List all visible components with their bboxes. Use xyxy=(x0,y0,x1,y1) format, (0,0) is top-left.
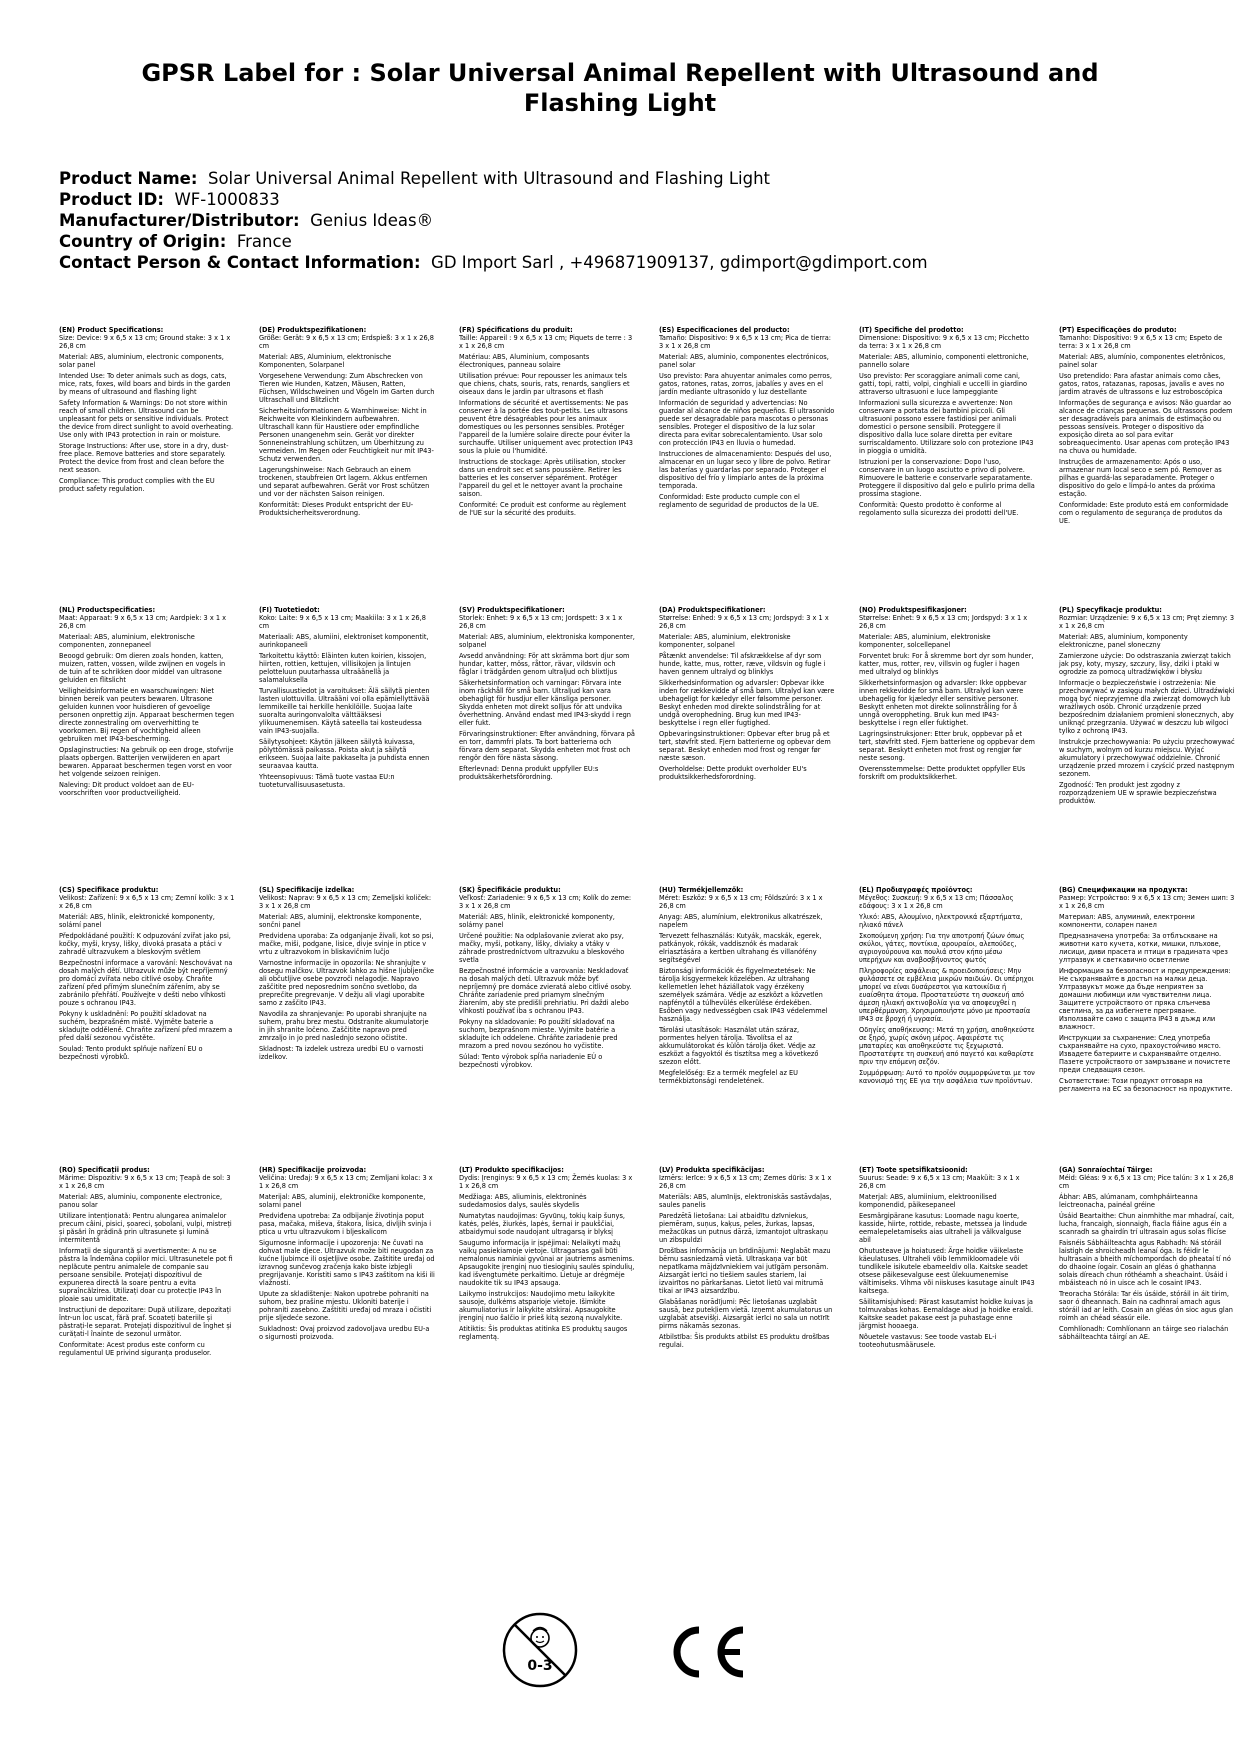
info-label: Manufacturer/Distributor: xyxy=(59,211,300,230)
language-block-paragraph: Beoogd gebruik: Om dieren zoals honden, katten, muizen, ratten, vossen, wilde zwijnen en vogels in de tuin af te schrikken door middel van ultrasone geluiden en flitslicht xyxy=(59,652,226,684)
language-block-header: (PT) Especificações do produto: xyxy=(1059,326,1177,334)
language-block-paragraph: Opslaginstructies: Na gebruik op een droge, stofvrije plaats opbergen. Batterijen verwijderen en apart bewaren. Apparaat beschermen tegen vorst en voor het volgende seizoen reinigen. xyxy=(59,746,234,778)
language-block-paragraph: Materiale: ABS, alluminio, componenti elettroniche, pannello solare xyxy=(859,353,1029,369)
language-block-paragraph: Förvaringsinstruktioner: Efter användning, förvara på en torr, dammfri plats. Ta bort batterierna och förvara dem separat. Skydda enheten mot frost och rengör den före nästa säsong. xyxy=(459,730,635,762)
language-block-paragraph: Informações de segurança e avisos: Não guardar ao alcance de crianças pequenas. Os ultrassons podem ser desagradáveis para animais de estimação ou pessoas sensíveis. Proteger o dispositivo da exposição direta ao sol para evitar sobreaquecimento. Usar apenas com proteção IP43 na chuva ou humidade. xyxy=(1059,399,1233,455)
language-block-paragraph: Drošības informācija un brīdinājumi: Neglabāt mazu bērnu sasniedzamā vietā. Ultraskaņa var būt nepatīkama mājdzīvniekiem vai jutīgām personām. Aizsargāt ierīci no tiešiem saules stariem, lai izvairītos no pārkaršanas. Lietot lietū vai mitrumā tikai ar IP43 aizsardzību. xyxy=(659,1247,831,1295)
language-block-paragraph: Pokyny na skladovanie: Po použití skladovať na suchom, bezprašnom mieste. Vyjmite batérie a skladujte ich oddelene. Chráňte zariadenie pred mrazom a pred novou sezónou ho vyčistite. xyxy=(459,1018,618,1050)
compliance-logos xyxy=(0,1610,1241,1730)
language-block-header: (PL) Specyfikacje produktu: xyxy=(1059,606,1162,614)
language-block-paragraph: Οδηγίες αποθήκευσης: Μετά τη χρήση, αποθηκεύστε σε ξηρό, χωρίς σκόνη μέρος. Αφαιρέστε τις μπαταρίες και αποθηκεύστε τις ξεχωριστά. Προστατέψτε τη συσκευή από παγετό και καθαρίστε πριν την επόμενη σεζόν. xyxy=(859,1026,1035,1066)
language-block-header: (HR) Specifikacije proizvoda: xyxy=(259,1166,367,1174)
language-block xyxy=(1059,606,1235,808)
language-block-paragraph: Predviđena upotreba: Za odbijanje životinja poput pasa, mačaka, miševa, štakora, lisica, divljih svinja i ptica u vrtu ultrazvukom i bljeskalicom xyxy=(259,1212,432,1236)
language-block-paragraph: Sukladnost: Ovaj proizvod zadovoljava uredbu EU-a o sigurnosti proizvoda. xyxy=(259,1325,430,1341)
language-block-header: (BG) Спецификации на продукта: xyxy=(1059,886,1188,894)
info-label: Contact Person & Contact Information: xyxy=(59,253,421,272)
language-block-paragraph: Størrelse: Enhed: 9 x 6,5 x 13 cm; Jordspyd: 3 x 1 x 26,8 cm xyxy=(659,614,829,630)
language-block-paragraph: Varnostne informacije in opozorila: Ne shranjujte v dosegu malčkov. Ultrazvok lahko za hišne ljubljenčke ali občutljive osebe povzroči nelagodje. Napravo zaščitite pred neposrednim sončno svetlobo, da preprečite pregrevanje. V dežju ali vlagi uporabite samo z zaščito IP43. xyxy=(259,959,434,1007)
language-block-paragraph: Medžiaga: ABS, aliuminis, elektroninės sudedamosios dalys, saulės skydelis xyxy=(459,1193,587,1209)
language-block-paragraph: Overholdelse: Dette produkt overholder EU's produktsikkerhedsforordning. xyxy=(659,765,807,781)
language-block-paragraph: Efterlevnad: Denna produkt uppfyller EU:s produktsäkerhetsförordning. xyxy=(459,765,599,781)
language-block-paragraph: Avsedd användning: För att skrämma bort djur som hundar, katter, möss, råttor, rävar, vildsvin och fåglar i trädgården genom ultraljud och blixtljus xyxy=(459,652,630,676)
language-block-paragraph: Sikkerhetsinformasjon og advarsler: Ikke oppbevar innen rekkevidde for små barn. Ultralyd kan være ubehagelig for kjæledyr eller sensitive personer. Beskytt enheten mot direkte solinnstråling for å unngå overoppheting. Bruk kun med IP43-beskyttelse i regn eller fuktighet. xyxy=(859,679,1027,727)
language-block-paragraph: Forventet bruk: For å skremme bort dyr som hunder, katter, mus, rotter, rev, villsvin og fugler i hagen med ultralyd og blinklys xyxy=(859,652,1034,676)
language-block-paragraph: Upute za skladištenje: Nakon upotrebe pohraniti na suhom, bez prašine mjestu. Ukloniti baterije i pohraniti zasebno. Zaštititi uređaj od mraza i očistiti prije sljedeće sezone. xyxy=(259,1290,432,1322)
language-block-header: (SK) Špecifikácie produktu: xyxy=(459,886,561,894)
language-block-paragraph: Určené použitie: Na odplašovanie zvierat ako psy, mačky, myši, potkany, líšky, diviaky a vtáky v záhrade prostredníctvom ultrazvuku a bleskového svetla xyxy=(459,932,625,964)
language-block-paragraph: Lagringsinstruksjoner: Etter bruk, oppbevar på et tørt, støvfritt sted. Fjern batteriene og oppbevar dem separat. Beskytt enheten mot frost og rengjør før neste sesong. xyxy=(859,730,1035,762)
language-block xyxy=(659,1166,835,1352)
language-block-paragraph: Πληροφορίες ασφάλειας & προειδοποιήσεις: Μην φυλάσσετε σε εμβέλεια μικρών παιδιών. Οι υπέρηχοι μπορεί να είναι δυσάρεστοι για κατοικίδια ή ευαίσθητα άτομα. Προστατεύστε τη συσκευή από άμεση ηλιακή ακτινοβολία για να αποφευχθεί η υπερθέρμανση. Χρησιμοποιήστε μόνο με προστασία IP43 σε βροχή ή υγρασία. xyxy=(859,967,1034,1023)
language-block xyxy=(59,1166,235,1360)
language-block xyxy=(859,606,1035,784)
language-block-paragraph: Säilytysohjeet: Käytön jälkeen säilytä kuivassa, pölyttömässä paikassa. Poista akut ja säilytä erikseen. Suojaa laite pakkaselta ja puhdista ennen seuraavaa kautta. xyxy=(259,738,430,770)
language-block-paragraph: Soulad: Tento produkt splňuje nařízení EU o bezpečnosti výrobků. xyxy=(59,1045,203,1061)
language-block-header: (CS) Specifikace produktu: xyxy=(59,886,159,894)
language-block-paragraph: Sikkerhedsinformation og advarsler: Opbevar ikke inden for rækkevidde af små børn. Ultralyd kan være ubehageligt for kæledyr eller følsomme personer. Beskyt enheden mod direkte solindstråling for at undgå overophedning. Brug kun med IP43-beskyttelse i regn eller fugtighed. xyxy=(659,679,835,727)
language-block xyxy=(859,1166,1035,1352)
language-block-paragraph: Информация за безопасност и предупреждения: Не съхранявайте в достъп на малки деца. Ултразвукът може да бъде неприятен за домашни любимци или чувствителни лица. Защитете устройството от пряка слънчева светлина, за да избегнете прегряване. Използвайте само с защита IP43 в дъжд или влажност. xyxy=(1059,967,1231,1031)
language-block-paragraph: Faisnéis Sábháilteachta agus Rabhadh: Ná stóráil laistigh de shroicheadh leanaí óga. Is féidir le hultrasain a bheith míchompordach do pheataí tí nó do dhaoine íogair. Cosain an gléas ó ghathanna solais díreach chun róthéamh a sheachaint. Úsáid i mbáisteach nó in uisce ach le cosaint IP43. xyxy=(1059,1239,1231,1287)
language-block xyxy=(659,606,835,784)
language-block-paragraph: Overensstemmelse: Dette produktet oppfyller EUs forskrift om produktsikkerhet. xyxy=(859,765,1026,781)
language-block-paragraph: Uso pretendido: Para afastar animais como cães, gatos, ratos, ratazanas, raposas, javalis e aves no jardim através de ultrassons e luz estroboscópica xyxy=(1059,372,1225,396)
language-block-paragraph: Material: ABS, aluminij, elektronske komponente, sončni panel xyxy=(259,913,422,929)
language-block-paragraph: Säilitamisjuhised: Pärast kasutamist hoidke kuivas ja tolmuvabas kohas. Eemaldage akud ja hoidke eraldi. Kaitske seadet pakase eest ja puhastage enne järgmist hooaega. xyxy=(859,1298,1034,1330)
language-block-paragraph: Instrucțiuni de depozitare: După utilizare, depozitați într-un loc uscat, fără praf. Scoateți bateriile și păstrați-le separat. Protejați dispozitivul de înghet și curățati-l înainte de sezonul următor. xyxy=(59,1306,232,1338)
language-block-paragraph: Laikymo instrukcijos: Naudojimo metu laikykite sausoje, dulkėms atsparioje vietoje. Išimkite akumuliatorius ir laikykite atskirai. Apsaugokite įrenginį nuo šalčio ir prieš kitą sezoną nuvalykite. xyxy=(459,1290,623,1322)
language-block-paragraph: Velikost: Naprav: 9 x 6,5 x 13 cm; Zemeljski količek: 3 x 1 x 26,8 cm xyxy=(259,894,432,910)
language-block-paragraph: Veiligheidsinformatie en waarschuwingen: Niet binnen bereik van peuters bewaren. Ultrasone geluiden kunnen voor huisdieren of gevoelige personen onprettig zijn. Apparaat beschermen tegen directe zonnestraling om oververhitting te voorkomen. Bij regen of vochtigheid alleen gebruiken met IP43-bescherming. xyxy=(59,687,235,743)
language-block-paragraph: Biztonsági információk és figyelmeztetések: Ne tárolja kisgyermekek közelében. Az ultrahang kellemetlen lehet háziállatok vagy érzékeny személyek számára. Védje az eszközt a közvetlen napfénytől a túlhevülés elkerülése érdekében. Esőben vagy nedvességben csak IP43 védelemmel használja. xyxy=(659,967,828,1023)
language-block-header: (EL) Προδιαγραφές προϊόντος: xyxy=(859,886,973,894)
language-block-paragraph: Informazioni sulla sicurezza e avvertenze: Non conservare a portata dei bambini piccoli. Gli ultrasuoni possono essere fastidiosi per animali domestici o persone sensibili. Proteggere il dispositivo dalla luce solare diretta per evitare surriscaldamento. Utilizzare solo con protezione IP43 in pioggia o umidità. xyxy=(859,399,1034,455)
language-block-paragraph: Numatytas naudojimas: Gyvūnų, tokių kaip šunys, katės, pelės, žiurkės, lapės, šernai ir paukščiai, atbaidymui sode naudojant ultragarsą ir blyksį xyxy=(459,1212,625,1236)
language-block-paragraph: Lagerungshinweise: Nach Gebrauch an einem trockenen, staubfreien Ort lagern. Akkus entfernen und separat aufbewahren. Gerät vor Frost schützen und vor der nächsten Saison reinigen. xyxy=(259,466,430,498)
language-block-paragraph: Turvallisuustiedot ja varoitukset: Älä säilytä pienten lasten ulottuvilla. Ultraääni voi olla epämiellyttävää lemmikeille tai herkille henkilöille. Suojaa laite suoralta auringonvalolta välttääksesi ylikuumenemisen. Käytä sateella tai kosteudessa vain IP43-suojalla. xyxy=(259,687,430,735)
language-block-paragraph: Size: Device: 9 x 6,5 x 13 cm; Ground stake: 3 x 1 x 26,8 cm xyxy=(59,334,231,350)
language-block-paragraph: Materiale: ABS, aluminium, elektroniske komponenter, solpanel xyxy=(659,633,791,649)
language-block-paragraph: Megfelelőség: Ez a termék megfelel az EU termékbiztonsági rendeletének. xyxy=(659,1069,798,1085)
language-block-paragraph: Предназначена употреба: За отблъскване на животни като кучета, котки, мишки, плъхове, лисици, диви прасета и птици в градината чрез ултразвук и светкавично осветление xyxy=(1059,932,1228,964)
country-row xyxy=(59,231,1209,252)
language-block-paragraph: Informații de siguranță și avertismente: A nu se păstra la îndemâna copiilor mici. Ultrasunetele pot fi neplăcute pentru animalele de companie sau persoane sensibile. Protejați dispozitivul de expunerea directă la soare pentru a evita supraîncălzirea. Utilizați doar cu protecție IP43 în ploaie sau umiditate. xyxy=(59,1247,233,1303)
language-block-header: (FI) Tuotetiedot: xyxy=(259,606,320,614)
language-block xyxy=(1059,326,1235,528)
language-block-header: (SL) Specifikacije izdelka: xyxy=(259,886,355,894)
language-block-header: (EN) Product Specifications: xyxy=(59,326,164,334)
age-range-text: 0-3 xyxy=(527,1658,553,1674)
language-block-header: (DE) Produktspezifikationen: xyxy=(259,326,367,334)
language-block-paragraph: Materijal: ABS, aluminij, elektroničke komponente, solarni panel xyxy=(259,1193,426,1209)
language-block-paragraph: Méid: Gléas: 9 x 6,5 x 13 cm; Pice talún: 3 x 1 x 26,8 cm xyxy=(1059,1174,1234,1190)
language-block-paragraph: Инструкции за съхранение: След употреба съхранявайте на сухо, прахоустойчиво място. Извадете батериите и съхранявайте отделно. Пазете устройството от замръзване и почистете преди следващия сезон. xyxy=(1059,1034,1231,1074)
language-block-paragraph: Material: ABS, Aluminium, elektronische Komponenten, Solarpanel xyxy=(259,353,392,369)
language-block-header: (NL) Productspecificaties: xyxy=(59,606,156,614)
info-label: Product ID: xyxy=(59,190,164,209)
language-block-paragraph: Material: ABS, aluminium, elektroniska komponenter, solpanel xyxy=(459,633,635,649)
language-block xyxy=(659,326,835,512)
language-block-paragraph: Atbilstība: Šis produkts atbilst ES produktu drošības regulai. xyxy=(659,1333,830,1349)
language-block-paragraph: Méret: Eszköz: 9 x 6,5 x 13 cm; Földszúró: 3 x 1 x 26,8 cm xyxy=(659,894,823,910)
language-block-paragraph: Matériau: ABS, Aluminium, composants électroniques, panneau solaire xyxy=(459,353,590,369)
language-block-header: (LV) Produkta specifikācijas: xyxy=(659,1166,765,1174)
language-block-paragraph: Materiāls: ABS, alumīnijs, elektroniskās sastāvdaļas, saules panelis xyxy=(659,1193,832,1209)
language-block-paragraph: Material: ABS, aluminiu, componente electronice, panou solar xyxy=(59,1193,223,1209)
language-block-paragraph: Материал: ABS, алуминий, електронни компоненти, соларен панел xyxy=(1059,913,1195,929)
language-block-header: (LT) Produkto specifikacijos: xyxy=(459,1166,564,1174)
language-block-paragraph: Intended Use: To deter animals such as dogs, cats, mice, rats, foxes, wild boars and birds in the garden by means of ultrasound and flashing light xyxy=(59,372,231,396)
language-block-paragraph: Tamanho: Dispositivo: 9 x 6,5 x 13 cm; Espeto de terra: 3 x 1 x 26,8 cm xyxy=(1059,334,1223,350)
language-block-paragraph: Tervezett felhasználás: Kutyák, macskák, egerek, patkányok, rókák, vaddisznók és madarak elriasztására a kertben ultrahang és villanófény segítségével xyxy=(659,932,822,964)
language-block-paragraph: Opbevaringsinstruktioner: Opbevar efter brug på et tørt, støvfrit sted. Fjern batterierne og opbevar dem separat. Beskyt enheden mod frost og rengør før næste sæson. xyxy=(659,730,831,762)
language-block-paragraph: Materiál: ABS, hliník, elektronické komponenty, solární panel xyxy=(59,913,215,929)
language-block-paragraph: Atitiktis: Šis produktas atitinka ES produktų saugos reglamentą. xyxy=(459,1325,628,1341)
language-block-paragraph: Paredzētā lietošana: Lai atbaidītu dzīvniekus, piemēram, suņus, kaķus, peles, žurkas, lapsas, mežacūkas un putnus dārzā, izmantojot ultraskaņu un zibspuldzi xyxy=(659,1212,828,1244)
language-block-paragraph: Conformidad: Este producto cumple con el reglamento de seguridad de productos de la UE. xyxy=(659,493,819,509)
language-block xyxy=(859,326,1035,520)
language-block-header: (IT) Specifiche del prodotto: xyxy=(859,326,964,334)
language-block-header: (HU) Termékjellemzők: xyxy=(659,886,744,894)
language-block xyxy=(59,326,235,496)
language-block xyxy=(859,886,1035,1088)
language-block-paragraph: Instruções de armazenamento: Após o uso, armazenar num local seco e sem pó. Remover as pilhas e guardá-las separadamente. Proteger o dispositivo do gelo e limpá-lo antes da próxima estação. xyxy=(1059,458,1222,498)
language-block-paragraph: Naleving: Dit product voldoet aan de EU-voorschriften voor productveiligheid. xyxy=(59,781,195,797)
language-block-paragraph: Bezpečnostné informácie a varovania: Neskladovať na dosah malých detí. Ultrazvuk môže byť nepríjemný pre domáce zvieratá alebo citlivé osoby. Chráňte zariadenie pred priamym slnečným žiarením, aby ste predišli prehriatiu. Pri daždi alebo vlhkosti používať iba s ochranou IP43. xyxy=(459,967,632,1015)
language-block xyxy=(259,886,435,1064)
language-block-paragraph: Materjal: ABS, alumiinium, elektroonilised komponendid, päikesepaneel xyxy=(859,1193,997,1209)
language-block xyxy=(59,886,235,1064)
language-block-paragraph: Utilizare intenționată: Pentru alungarea animalelor precum câini, pisici, șoareci, șobolani, vulpi, mistreți și păsări în grădină prin ultrasunete și lumină intermitentă xyxy=(59,1212,232,1244)
language-block-paragraph: Conformità: Questo prodotto è conforme al regolamento sulla sicurezza dei prodotti dell'UE. xyxy=(859,501,1019,517)
language-block-header: (RO) Specificații produs: xyxy=(59,1166,150,1174)
language-block-paragraph: Navodila za shranjevanje: Po uporabi shranjujte na suhem, prahu brez mestu. Odstranite akumulatorje in jih shranite ločeno. Zaščitite napravo pred zmrzaljo in jo pred naslednjo sezono očistite. xyxy=(259,1010,429,1042)
language-block-paragraph: Nõuetele vastavus: See toode vastab EL-i tooteohutusmäärusele. xyxy=(859,1333,997,1349)
language-block-header: (GA) Sonraíochtaí Táirge: xyxy=(1059,1166,1153,1174)
language-block-paragraph: Sigurnosne informacije i upozorenja: Ne čuvati na dohvat male djece. Ultrazvuk može biti neugodan za kućne ljubimce ili osjetljive osobe. Zaštitite uređaj od izravnog sunčevog zračenja kako biste izbjegli pregrijavanje. Koristiti samo s IP43 zaštitom na kiši ili vlažnosti. xyxy=(259,1239,435,1287)
language-block-paragraph: Veľkosť: Zariadenie: 9 x 6,5 x 13 cm; Kolík do zeme: 3 x 1 x 26,8 cm xyxy=(459,894,632,910)
language-block-paragraph: Rozmiar: Urządzenie: 9 x 6,5 x 13 cm; Pręt ziemny: 3 x 1 x 26,8 cm xyxy=(1059,614,1235,630)
language-block-paragraph: Materiał: ABS, aluminium, komponenty elektroniczne, panel słoneczny xyxy=(1059,633,1188,649)
language-block-paragraph: Velikost: Zařízení: 9 x 6,5 x 13 cm; Zemní kolík: 3 x 1 x 26,8 cm xyxy=(59,894,235,910)
language-block-paragraph: Συμμόρφωση: Αυτό το προϊόν συμμορφώνεται με τον κανονισμό της ΕΕ για την ασφάλεια των προϊόντων. xyxy=(859,1069,1035,1085)
language-block xyxy=(1059,1166,1235,1344)
info-label: Country of Origin: xyxy=(59,232,227,251)
language-block-paragraph: Tárolási utasítások: Használat után száraz, pormentes helyen tárolja. Távolítsa el az akkumulátorokat és külön tárolja őket. Védje az eszközt a fagyoktól és tisztítsa meg a következő szezon előtt. xyxy=(659,1026,819,1066)
info-label: Product Name: xyxy=(59,169,198,188)
page-title: GPSR Label for : Solar Universal Animal Repellent with Ultrasound and Flashing Light xyxy=(141,59,1099,117)
language-block xyxy=(459,1166,635,1344)
language-block-paragraph: Materiale: ABS, aluminium, elektroniske komponenter, solcellepanel xyxy=(859,633,991,649)
language-block-paragraph: Uso previsto: Per scoraggiare animali come cani, gatti, topi, ratti, volpi, cinghiali e uccelli in giardino attraverso ultrasuoni e luce lampeggiante xyxy=(859,372,1028,396)
language-block-paragraph: Safety Information & Warnings: Do not store within reach of small children. Ultrasound can be unpleasant for pets or sensitive individuals. Protect the device from direct sunlight to avoid overheating. Use only with IP43 protection in rain or moisture. xyxy=(59,399,234,439)
language-block-paragraph: Istruzioni per la conservazione: Dopo l'uso, conservare in un luogo asciutto e privo di polvere. Rimuovere le batterie e conservarle separatamente. Proteggere il dispositivo dal gelo e pulirlo prima della prossima stagione. xyxy=(859,458,1035,498)
language-block-paragraph: Skladnost: Ta izdelek ustreza uredbi EU o varnosti izdelkov. xyxy=(259,1045,424,1061)
language-block-paragraph: Utilisation prévue: Pour repousser les animaux tels que chiens, chats, souris, rats, renards, sangliers et oiseaux dans le jardin par ultrasons et flash xyxy=(459,372,630,396)
language-block-paragraph: Suurus: Seade: 9 x 6,5 x 13 cm; Maaküit: 3 x 1 x 26,8 cm xyxy=(859,1174,1020,1190)
language-block-paragraph: Tarkoitettu käyttö: Eläinten kuten koirien, kissojen, hiirten, rottien, kettujen, villisikojen ja lintujen pelotteluun puutarhassa ultraäänellä ja salamaluksella xyxy=(259,652,427,684)
language-block-header: (FR) Spécifications du produit: xyxy=(459,326,573,334)
language-block-paragraph: Material: ABS, aluminio, componentes electrónicos, panel solar xyxy=(659,353,829,369)
language-block-paragraph: Anyag: ABS, alumínium, elektronikus alkatrészek, napelem xyxy=(659,913,823,929)
info-value: France xyxy=(236,232,292,251)
language-block-paragraph: Instrukcje przechowywania: Po użyciu przechowywać w suchym, wolnym od kurzu miejscu. Wyjąć akumulatory i przechowywać oddzielnie. Chronić urządzenie przed mrozem i czyścić przed następnym sezonem. xyxy=(1059,738,1235,778)
language-block-paragraph: Dimensione: Dispositivo: 9 x 6,5 x 13 cm; Picchetto da terra: 3 x 1 x 26,8 cm xyxy=(859,334,1030,350)
language-block-paragraph: Informacje o bezpieczeństwie i ostrzeżenia: Nie przechowywać w zasięgu małych dzieci. Ultradźwięki mogą być nieprzyjemne dla zwierząt domowych lub wrażliwych osób. Chronić urządzenie przed bezpośrednim działaniem promieni słonecznych, aby uniknąć przegrzania. Używać w deszczu lub wilgoci tylko z ochroną IP43. xyxy=(1059,679,1235,735)
language-block-paragraph: Información de seguridad y advertencias: No guardar al alcance de niños pequeños. El ultrasonido puede ser desagradable para mascotas o personas sensibles. Proteger el dispositivo de la luz solar directa para evitar sobrecalentamiento. Usar solo con protección IP43 en lluvia o humedad. xyxy=(659,399,835,447)
language-block-paragraph: Koko: Laite: 9 x 6,5 x 13 cm; Maakiila: 3 x 1 x 26,8 cm xyxy=(259,614,426,630)
language-block-paragraph: Compliance: This product complies with the EU product safety regulation. xyxy=(59,477,215,493)
language-block-paragraph: Veličina: Uređaj: 9 x 6,5 x 13 cm; Zemljani kolac: 3 x 1 x 26,8 cm xyxy=(259,1174,433,1190)
language-block xyxy=(259,606,435,792)
language-block-paragraph: Zamierzone użycie: Do odstraszania zwierząt takich jak psy, koty, myszy, szczury, lisy, dziki i ptaki w ogrodzie za pomocą ultradźwięków i błysku xyxy=(1059,652,1231,676)
language-block-paragraph: Saugumo informacija ir įspėjimai: Nelaikyti mažų vaikų pasiekiamoje vietoje. Ultragarsas gali būti nemalonus naminiai gyvūnai ar jautriems asmenims. Apsaugokite įrenginį nuo tiesioginių saulės spindulių, kad išvengtumėte perkaitimo. Lietuje ar drėgmėje naudokite tik su IP43 apsauga. xyxy=(459,1239,635,1287)
language-block-paragraph: Pokyny k uskladnění: Po použití skladovat na suchém, bezprašném místě. Vyjměte baterie a skladujte odděleně. Chraňte zařízení před mrazem a před další sezonou vyčistěte. xyxy=(59,1010,233,1042)
language-block xyxy=(1059,886,1235,1096)
language-block-paragraph: Material: ABS, aluminium, electronic components, solar panel xyxy=(59,353,224,369)
language-block-paragraph: Eesmärgipärane kasutus: Loomade nagu koerte, kasside, hiirte, rottide, rebaste, metssea ja lindude eemalepeletamiseks aias ultraheli ja välkvalguse abil xyxy=(859,1212,1027,1244)
language-block-paragraph: Съответствие: Този продукт отговаря на регламента на ЕС за безопасност на продуктите. xyxy=(1059,1077,1233,1093)
language-block-paragraph: Instructions de stockage: Après utilisation, stocker dans un endroit sec et sans poussière. Retirer les batteries et les conserver séparément. Protéger l'appareil du gel et le nettoyer avant la prochaine saison. xyxy=(459,458,626,498)
language-block-paragraph: Conformité: Ce produit est conforme au règlement de l'UE sur la sécurité des produits. xyxy=(459,501,627,517)
product-info xyxy=(59,168,1209,273)
language-block-paragraph: Σκοπούμενη χρήση: Για την αποτροπή ζώων όπως σκύλοι, γάτες, ποντίκια, αρουραίοι, αλεπούδες, αγριογούρουνα και πουλιά στον κήπο μέσω υπερήχων και αναβοσβήνοντος φωτός xyxy=(859,932,1025,964)
ce-mark-icon xyxy=(665,1622,750,1682)
info-value: Genius Ideas® xyxy=(310,211,434,230)
contact-row xyxy=(59,252,1209,273)
manufacturer-row xyxy=(59,210,1209,231)
language-block-paragraph: Conformidade: Este produto está em conformidade com o regulamento de segurança de produtos da UE. xyxy=(1059,501,1229,525)
language-block-paragraph: Treoracha Stórála: Tar éis úsáide, stóráil in áit tirim, saor ó dheannach. Bain na cadhnraí amach agus stóráil iad ar leith. Cosain an gléas ón sioc agus glan roimh an chéad séasúr eile. xyxy=(1059,1290,1233,1322)
language-block-paragraph: Påtænkt anvendelse: Til afskrækkelse af dyr som hunde, katte, mus, rotter, ræve, vildsvin og fugle i haven gennem ultralyd og blinklys xyxy=(659,652,826,676)
language-block-paragraph: Størrelse: Enhet: 9 x 6,5 x 13 cm; Jordspyd: 3 x 1 x 26,8 cm xyxy=(859,614,1028,630)
language-block xyxy=(659,886,835,1088)
language-block-paragraph: Mărime: Dispozitiv: 9 x 6,5 x 13 cm; Țeapă de sol: 3 x 1 x 26,8 cm xyxy=(59,1174,231,1190)
language-block-paragraph: Zgodność: Ten produkt jest zgodny z rozporządzeniem UE w sprawie bezpieczeństwa produktów. xyxy=(1059,781,1217,805)
language-block-paragraph: Comhlíonadh: Comhlíonann an táirge seo rialachán sábháilteachta táirgí an AE. xyxy=(1059,1325,1229,1341)
language-block-paragraph: Materiaal: ABS, aluminium, elektronische componenten, zonnepaneel xyxy=(59,633,195,649)
info-value: Solar Universal Animal Repellent with Ultrasound and Flashing Light xyxy=(207,169,771,188)
language-block-paragraph: Instrucciones de almacenamiento: Después del uso, almacenar en un lugar seco y libre de polvo. Retirar las baterías y guardarlas por separado. Proteger el dispositivo del frío y limpiarlo antes de la próxima temporada. xyxy=(659,450,832,490)
language-block-paragraph: Předpokládané použití: K odpuzování zvířat jako psi, kočky, myši, krysy, lišky, divoká prasata a ptáci v zahradě ultrazvukem a bleskovým světlem xyxy=(59,932,231,956)
age-warning-0-3-icon xyxy=(500,1610,580,1690)
language-block-paragraph: Tamaño: Dispositivo: 9 x 6,5 x 13 cm; Pica de tierra: 3 x 1 x 26,8 cm xyxy=(659,334,831,350)
language-block-paragraph: Predvidena uporaba: Za odganjanje živali, kot so psi, mačke, miši, podgane, lisice, divje svinje in ptice v vrtu z ultrazvokom in bliskavičnim lučjo xyxy=(259,932,434,956)
language-block-paragraph: Maat: Apparaat: 9 x 6,5 x 13 cm; Aardpiek: 3 x 1 x 26,8 cm xyxy=(59,614,227,630)
language-block-paragraph: Storage Instructions: After use, store in a dry, dust-free place. Remove batteries and store separately. Protect the device from frost and clean before the next season. xyxy=(59,442,229,474)
language-block-paragraph: Säkerhetsinformation och varningar: Förvara inte inom räckhåll för små barn. Ultraljud kan vara obehagligt för husdjur eller känsliga personer. Skydda enheten mot direkt solljus för att undvika överhettning. Använd endast med IP43-skydd i regn eller fukt. xyxy=(459,679,631,727)
language-block-paragraph: Größe: Gerät: 9 x 6,5 x 13 cm; Erdspieß: 3 x 1 x 26,8 cm xyxy=(259,334,434,350)
info-value: WF-1000833 xyxy=(174,190,280,209)
language-block-header: (DA) Produktspecifikationer: xyxy=(659,606,766,614)
language-block-header: (ES) Especificaciones del producto: xyxy=(659,326,790,334)
language-block-paragraph: Materiál: ABS, hliník, elektronické komponenty, solárny panel xyxy=(459,913,615,929)
language-block-paragraph: Vorgesehene Verwendung: Zum Abschrecken von Tieren wie Hunden, Katzen, Mäusen, Ratten, Füchsen, Wildschweinen und Vögeln im Garten durch Ultraschall und Blitzlicht xyxy=(259,372,435,404)
language-block-paragraph: Uso previsto: Para ahuyentar animales como perros, gatos, ratones, ratas, zorros, jabalíes y aves en el jardín mediante ultrasonido y luz destellante xyxy=(659,372,832,396)
language-block-paragraph: Konformität: Dieses Produkt entspricht der EU-Produktsicherheitsverordnung. xyxy=(259,501,414,517)
language-block-paragraph: Yhteensopivuus: Tämä tuote vastaa EU:n tuoteturvallisuusasetusta. xyxy=(259,773,395,789)
language-block-paragraph: Izmērs: Ierīce: 9 x 6,5 x 13 cm; Zemes dūris: 3 x 1 x 26,8 cm xyxy=(659,1174,832,1190)
language-block-paragraph: Υλικό: ABS, Αλουμίνιο, ηλεκτρονικά εξαρτήματα, ηλιακό πάνελ xyxy=(859,913,1023,929)
language-block-paragraph: Dydis: Įrenginys: 9 x 6,5 x 13 cm; Žemės kuolas: 3 x 1 x 26,8 cm xyxy=(459,1174,633,1190)
language-block xyxy=(459,606,635,784)
language-block-header: (SV) Produktspecifikationer: xyxy=(459,606,565,614)
language-block-paragraph: Súlad: Tento výrobok spĺňa nariadenie EÚ o bezpečnosti výrobkov. xyxy=(459,1053,603,1069)
info-value: GD Import Sarl , +496871909137, gdimport@gdimport.com xyxy=(431,253,928,272)
language-block xyxy=(259,1166,435,1344)
language-block-header: (ET) Toote spetsifikatsioonid: xyxy=(859,1166,968,1174)
language-block-paragraph: Glabāšanas norādījumi: Pēc lietošanas uzglabāt sausā, bez putekļiem vietā. Izņemt akumulatorus un uzglabāt atsevišķi. Aizsargāt ierīci no sala un notīrīt pirms nākamās sezonas. xyxy=(659,1298,833,1330)
product-name-row xyxy=(59,168,1209,189)
product-id-row xyxy=(59,189,1209,210)
language-block-paragraph: Ohutusteave ja hoiatused: Ärge hoidke väikelaste käeulatuses. Ultraheli võib lemmikloomadele või tundlikele isikutele ebameeldiv olla. Kaitske seadet otsese päikesevalguse eest ülekuumenemise vältimiseks. Vihma või niiskuses kasutage ainult IP43 kaitsega. xyxy=(859,1247,1035,1295)
language-block xyxy=(59,606,235,800)
language-block-paragraph: Bezpečnostní informace a varování: Neschovávat na dosah malých dětí. Ultrazvuk může být nepříjemný pro domácí zvířata nebo citlivé osoby. Chraňte zařízení před přímým slunečním zářením, aby se zabránilo přehřátí. Používejte v dešti nebo vlhkosti pouze s ochranou IP43. xyxy=(59,959,233,1007)
language-block xyxy=(259,326,435,520)
language-block-paragraph: Размер: Устройство: 9 x 6,5 x 13 cm; Земен шип: 3 x 1 x 26,8 cm xyxy=(1059,894,1235,910)
language-block-paragraph: Storlek: Enhet: 9 x 6,5 x 13 cm; Jordspett: 3 x 1 x 26,8 cm xyxy=(459,614,623,630)
language-block-paragraph: Informations de sécurité et avertissements: Ne pas conserver à la portée des tout-petits. Les ultrasons peuvent être désagréables pour les animaux domestiques ou les personnes sensibles. Protéger l'appareil de la lumière solaire directe pour éviter la surchauffe. Utiliser uniquement avec protection IP43 sous la pluie ou l'humidité. xyxy=(459,399,633,455)
language-block-paragraph: Úsáid Beartaithe: Chun ainmhithe mar mhadraí, cait, lucha, francaigh, sionnaigh, fiacla fiáine agus éin a scanradh sa ghairdín trí ultrasain agus solas flicíse xyxy=(1059,1212,1235,1236)
language-block-paragraph: Material: ABS, alumínio, componentes eletrônicos, painel solar xyxy=(1059,353,1226,369)
language-block-paragraph: Taille: Appareil : 9 x 6,5 x 13 cm; Piquets de terre : 3 x 1 x 26,8 cm xyxy=(459,334,633,350)
language-block-paragraph: Materiaali: ABS, alumiini, elektroniset komponentit, aurinkopaneeli xyxy=(259,633,429,649)
language-block-paragraph: Conformitate: Acest produs este conform cu regulamentul UE privind siguranța produselor. xyxy=(59,1341,212,1357)
language-block xyxy=(459,886,635,1072)
language-block-paragraph: Μέγεθος: Συσκευή: 9 x 6,5 x 13 cm; Πάσσαλος εδάφους: 3 x 1 x 26,8 cm xyxy=(859,894,1014,910)
language-block-paragraph: Sicherheitsinformationen & Warnhinweise: Nicht in Reichweite von Kleinkindern aufbewahren. Ultraschall kann für Haustiere oder empfindliche Personen unangenehm sein. Gerät vor direkter Sonneneinstrahlung schützen, um Überhitzung zu vermeiden. Im Regen oder Feuchtigkeit nur mit IP43-Schutz verwenden. xyxy=(259,407,434,463)
language-block-header: (NO) Produktspesifikasjoner: xyxy=(859,606,967,614)
language-block xyxy=(459,326,635,520)
language-block-paragraph: Ábhar: ABS, alúmanam, comhpháirteanna leictreonacha, painéal gréine xyxy=(1059,1193,1198,1209)
